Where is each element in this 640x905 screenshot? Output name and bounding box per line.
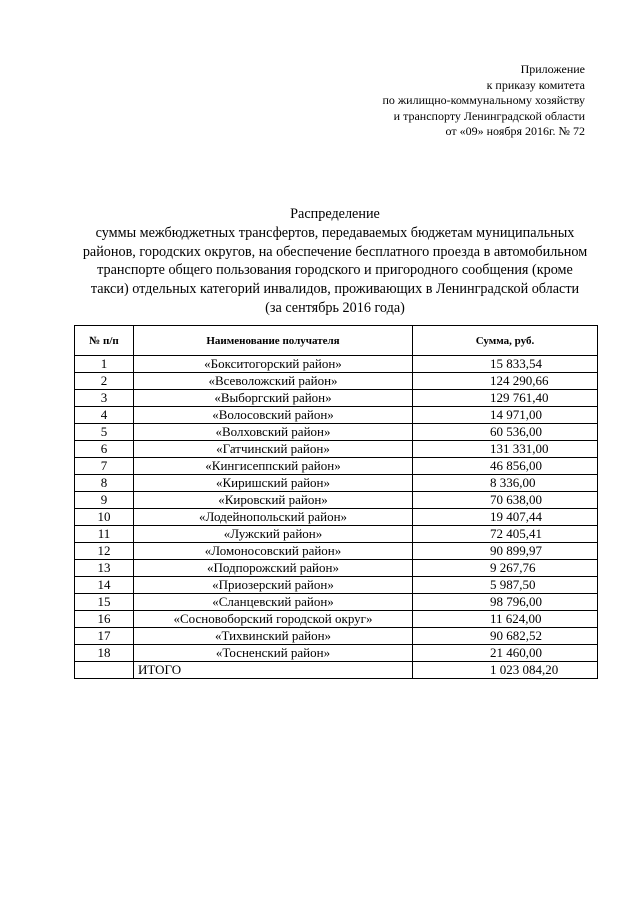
table-row	[75, 577, 598, 594]
document-title	[60, 205, 610, 318]
table-row	[75, 509, 598, 526]
table-row	[75, 407, 598, 424]
row-number: 3	[75, 390, 134, 407]
row-number: 11	[75, 526, 134, 543]
appendix-line: и транспорту Ленинградской области	[393, 108, 585, 123]
distribution-table	[74, 325, 598, 679]
appendix-line: от «09» ноября 2016г. № 72	[445, 124, 585, 138]
table-row	[75, 611, 598, 628]
row-sum: 98 796,00	[413, 594, 598, 611]
row-number: 14	[75, 577, 134, 594]
row-number: 13	[75, 560, 134, 577]
table-row	[75, 628, 598, 645]
row-number: 2	[75, 373, 134, 390]
title-line: такси) отдельных категорий инвалидов, проживающих в Ленинградской области	[90, 281, 580, 298]
row-sum: 8 336,00	[413, 475, 598, 492]
row-recipient: «Тихвинский район»	[134, 628, 413, 645]
table-row	[75, 424, 598, 441]
row-recipient: «Всеволожский район»	[134, 373, 413, 390]
row-sum: 19 407,44	[413, 509, 598, 526]
row-sum: 11 624,00	[413, 611, 598, 628]
row-recipient: «Волховский район»	[134, 424, 413, 441]
row-sum: 70 638,00	[413, 492, 598, 509]
row-sum: 90 899,97	[413, 543, 598, 560]
row-sum: 124 290,66	[413, 373, 598, 390]
title-line: (за сентябрь 2016 года)	[265, 299, 405, 316]
row-number: 9	[75, 492, 134, 509]
total-empty-cell	[75, 662, 134, 679]
table-row	[75, 441, 598, 458]
row-recipient: «Сосновоборский городской округ»	[134, 611, 413, 628]
header-sum: Сумма, руб.	[413, 326, 598, 356]
row-sum: 60 536,00	[413, 424, 598, 441]
row-recipient: «Сланцевский район»	[134, 594, 413, 611]
row-sum: 72 405,41	[413, 526, 598, 543]
row-recipient: «Кингисеппский район»	[134, 458, 413, 475]
table-row	[75, 356, 598, 373]
appendix-line: по жилищно-коммунальному хозяйству	[382, 93, 585, 107]
row-sum: 129 761,40	[413, 390, 598, 407]
total-row	[75, 662, 598, 679]
row-number: 4	[75, 407, 134, 424]
title-line: транспорте общего пользования городского и пригородного сообщения (кроме	[97, 262, 573, 279]
header-recipient: Наименование получателя	[134, 326, 413, 356]
row-recipient: «Подпорожский район»	[134, 560, 413, 577]
row-number: 12	[75, 543, 134, 560]
row-number: 5	[75, 424, 134, 441]
table-row	[75, 560, 598, 577]
row-sum: 14 971,00	[413, 407, 598, 424]
table-row	[75, 543, 598, 560]
table-row	[75, 373, 598, 390]
row-number: 15	[75, 594, 134, 611]
row-number: 6	[75, 441, 134, 458]
row-number: 18	[75, 645, 134, 662]
table-row	[75, 458, 598, 475]
total-label: ИТОГО	[134, 662, 413, 679]
table-body	[75, 356, 598, 662]
row-sum: 15 833,54	[413, 356, 598, 373]
title-line: суммы межбюджетных трансфертов, передаваемых бюджетам муниципальных	[95, 224, 575, 241]
table-row	[75, 390, 598, 407]
row-recipient: «Выборгский район»	[134, 390, 413, 407]
table-header-row	[75, 326, 598, 356]
header-number: № п/п	[75, 326, 134, 356]
row-recipient: «Гатчинский район»	[134, 441, 413, 458]
table-row	[75, 594, 598, 611]
table-row	[75, 475, 598, 492]
row-recipient: «Киришский район»	[134, 475, 413, 492]
row-recipient: «Приозерский район»	[134, 577, 413, 594]
row-sum: 131 331,00	[413, 441, 598, 458]
table-row	[75, 526, 598, 543]
row-recipient: «Волосовский район»	[134, 407, 413, 424]
row-recipient: «Лодейнопольский район»	[134, 509, 413, 526]
row-number: 10	[75, 509, 134, 526]
row-number: 8	[75, 475, 134, 492]
row-sum: 5 987,50	[413, 577, 598, 594]
row-sum: 9 267,76	[413, 560, 598, 577]
row-sum: 46 856,00	[413, 458, 598, 475]
appendix-line: к приказу комитета	[486, 77, 585, 92]
title-line: Распределение	[290, 206, 380, 222]
total-value: 1 023 084,20	[413, 662, 598, 679]
row-recipient: «Кировский район»	[134, 492, 413, 509]
title-line: районов, городских округов, на обеспечение бесплатного проезда в автомобильном	[82, 243, 588, 260]
row-number: 1	[75, 356, 134, 373]
row-recipient: «Лужский район»	[134, 526, 413, 543]
row-number: 7	[75, 458, 134, 475]
table-row	[75, 492, 598, 509]
row-number: 17	[75, 628, 134, 645]
appendix-block	[382, 62, 585, 140]
row-recipient: «Ломоносовский район»	[134, 543, 413, 560]
row-recipient: «Бокситогорский район»	[134, 356, 413, 373]
table-row	[75, 645, 598, 662]
row-number: 16	[75, 611, 134, 628]
row-recipient: «Тосненский район»	[134, 645, 413, 662]
appendix-line: Приложение	[520, 62, 585, 76]
row-sum: 90 682,52	[413, 628, 598, 645]
row-sum: 21 460,00	[413, 645, 598, 662]
